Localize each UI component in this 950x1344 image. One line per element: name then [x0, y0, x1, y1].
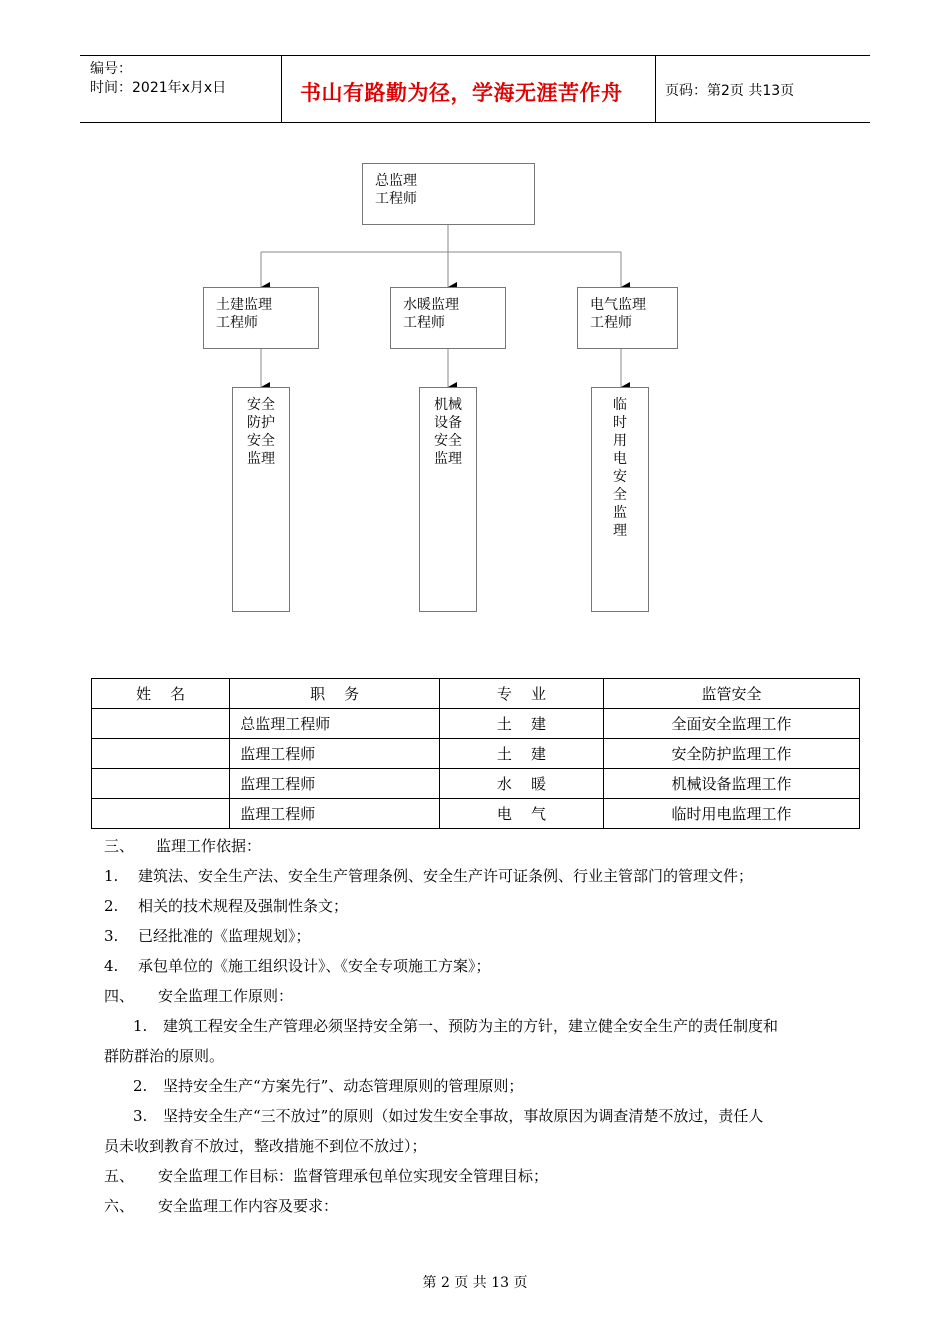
- org-child-label: 机械设备安全监理: [434, 397, 462, 467]
- item-number: 3.: [133, 1107, 148, 1125]
- org-branch-label: 土建监理: [216, 297, 272, 313]
- item-text: 建筑工程安全生产管理必须坚持安全第一、预防为主的方针，建立健全安全生产的责任制度和: [163, 1017, 779, 1035]
- table-row: [92, 739, 860, 769]
- table-header-row: [92, 679, 860, 709]
- column-header-specialty: 专 业: [439, 679, 603, 709]
- table-cell: 全面安全监理工作: [603, 709, 859, 739]
- list-item: [133, 1106, 763, 1126]
- list-item: [104, 866, 753, 886]
- org-root-box: [362, 163, 535, 225]
- table-cell: 总监理工程师: [230, 709, 440, 739]
- org-child-label: 安全防护安全监理: [247, 397, 275, 467]
- section-3-heading: [104, 836, 261, 856]
- item-text: 已经批准的《监理规划》；: [138, 927, 311, 945]
- section-number: 三、: [104, 837, 135, 855]
- table-row: [92, 769, 860, 799]
- section-5-heading: [104, 1166, 548, 1186]
- item-text: 相关的技术规程及强制性条文；: [138, 897, 349, 915]
- section-title: 安全监理工作内容及要求：: [158, 1197, 339, 1215]
- section-4-heading: [104, 986, 293, 1006]
- list-item: [133, 1016, 778, 1036]
- list-item-continuation: 群防群治的原则。: [104, 1047, 225, 1065]
- org-child-safety-protection: [232, 387, 290, 612]
- table-cell: 临时用电监理工作: [603, 799, 859, 829]
- staff-table: [91, 678, 860, 829]
- item-text: 承包单位的《施工组织设计》、《安全专项施工方案》；: [138, 957, 491, 975]
- table-cell: [92, 739, 230, 769]
- list-item-continuation: 员未收到教育不放过，整改措施不到位不放过）；: [104, 1137, 427, 1155]
- item-number: 2.: [133, 1077, 148, 1095]
- table-cell: 土 建: [439, 709, 603, 739]
- list-item: [104, 956, 491, 976]
- list-item: [104, 896, 348, 916]
- section-number: 五、: [104, 1167, 135, 1185]
- item-number: 1.: [104, 867, 119, 885]
- section-title: 安全监理工作目标：监督管理承包单位实现安全管理目标；: [158, 1167, 549, 1185]
- item-number: 2.: [104, 897, 119, 915]
- table-cell: 土 建: [439, 739, 603, 769]
- table-cell: [92, 769, 230, 799]
- item-text: 坚持安全生产“三不放过”的原则（如过发生安全事故，事故原因为调查清楚不放过，责任人: [163, 1107, 764, 1125]
- list-item: [104, 926, 311, 946]
- table-cell: 监理工程师: [230, 769, 440, 799]
- section-title: 监理工作依据：: [156, 837, 262, 855]
- org-branch-label: 工程师: [590, 315, 632, 331]
- page-info: 页码：第2页 共13页: [665, 83, 795, 99]
- table-cell: [92, 709, 230, 739]
- item-number: 4.: [104, 957, 119, 975]
- date-label: 时间：2021年x月x日: [90, 80, 227, 96]
- column-header-position: 职 务: [230, 679, 440, 709]
- table-cell: 监理工程师: [230, 799, 440, 829]
- org-root-line1: 总监理: [375, 173, 417, 189]
- section-number: 四、: [104, 987, 135, 1005]
- table-row: [92, 799, 860, 829]
- column-header-safety: 监管安全: [603, 679, 859, 709]
- table-cell: 机械设备监理工作: [603, 769, 859, 799]
- org-child-machinery: [419, 387, 477, 612]
- org-branch-label: 水暖监理: [403, 297, 459, 313]
- item-number: 1.: [133, 1017, 148, 1035]
- section-title: 安全监理工作原则：: [158, 987, 294, 1005]
- table-cell: 电 气: [439, 799, 603, 829]
- page-footer: 第 2 页 共 13 页: [422, 1275, 528, 1291]
- header-motto: 书山有路勤为径，学海无涯苦作舟: [300, 81, 623, 105]
- section-6-heading: [104, 1196, 338, 1216]
- org-branch-electrical: [577, 287, 678, 349]
- org-root-line2: 工程师: [375, 191, 417, 207]
- list-item: [133, 1076, 523, 1096]
- org-branch-label: 工程师: [403, 315, 445, 331]
- org-branch-label: 电气监理: [590, 297, 646, 313]
- table-row: [92, 709, 860, 739]
- section-number: 六、: [104, 1197, 135, 1215]
- table-cell: 监理工程师: [230, 739, 440, 769]
- table-cell: 水 暖: [439, 769, 603, 799]
- org-branch-hvac: [390, 287, 506, 349]
- table-cell: [92, 799, 230, 829]
- org-child-temp-power: [591, 387, 649, 612]
- org-branch-civil: [203, 287, 319, 349]
- org-branch-label: 工程师: [216, 315, 258, 331]
- table-cell: 安全防护监理工作: [603, 739, 859, 769]
- item-number: 3.: [104, 927, 119, 945]
- item-text: 建筑法、安全生产法、安全生产管理条例、安全生产许可证条例、行业主管部门的管理文件；: [138, 867, 754, 885]
- serial-label: 编号：: [90, 61, 132, 77]
- column-header-name: 姓 名: [92, 679, 230, 709]
- org-child-label: 临时用电安全监理: [613, 397, 627, 539]
- item-text: 坚持安全生产“方案先行”、动态管理原则的管理原则；: [163, 1077, 524, 1095]
